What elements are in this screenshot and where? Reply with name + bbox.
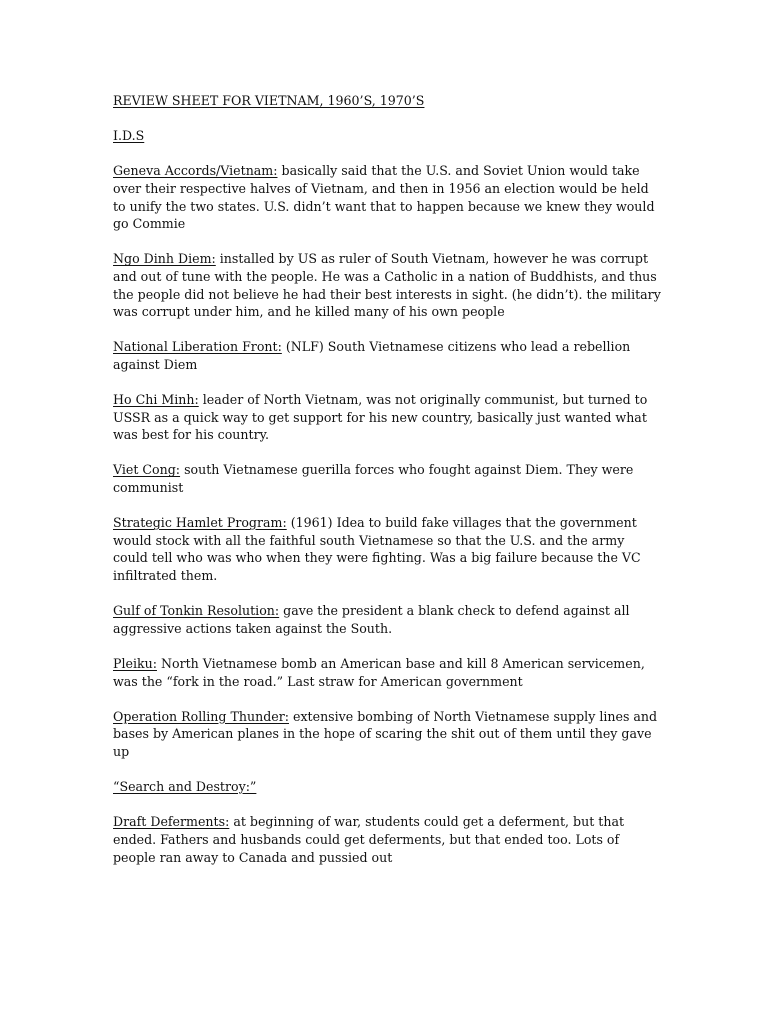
entry-text: south Vietnamese guerilla forces who fought against Diem. They were communist [113,462,634,496]
entry-pleiku [113,655,661,690]
entry-text: gave the president a blank check to defend against all aggressive actions taken against the South. [113,603,630,636]
entry-ho-chi-minh [113,391,661,444]
entry-text: leader of North Vietnam, was not originally communist, but turned to USSR as a quick way to get support for his new country, basically just wanted what was best for his country. [113,392,648,443]
entry-term: Pleiku: [113,656,157,671]
entry-term: “Search and Destroy:” [113,779,257,795]
entry-text: installed by US as ruler of South Vietnam, however he was corrupt and out of tune with the people. He was a Catholic in a nation of Buddhists, and thus the people did not believe he had their best interests in sight. (he didn’t). the military was corrupt under him, and he killed many of his own people [113,251,661,320]
entry-operation-rolling-thunder [113,708,661,761]
entry-term: Operation Rolling Thunder: [113,708,289,724]
entry-viet-cong [113,461,661,496]
entry-term: Ngo Dinh Diem: [113,251,216,267]
entry-term: Viet Cong: [113,462,181,478]
entry-draft-deferments [113,813,661,866]
entry-text: at beginning of war, students could get a deferment, but that ended. Fathers and husbands could get deferments, but that ended too. Lots of people ran away to Canada and pussied out [113,814,625,865]
document-title: REVIEW SHEET FOR VIETNAM, 1960’S, 1970’S [113,93,425,108]
spacer [113,145,661,163]
entry-strategic-hamlet-program [113,514,661,584]
entry-term: Gulf of Tonkin Resolution: [113,603,280,619]
entry-national-liberation-front [113,338,661,373]
entry-text: basically said that the U.S. and Soviet Union would take over their respective halves of Vietnam, and then in 1956 an election would be held to unify the two states. U.S. didn’t want that to happen because we knew they would go Commie [113,163,655,232]
entry-text: extensive bombing of North Vietnamese supply lines and bases by American planes in the hope of scaring the shit out of them until they gave up [113,708,658,759]
entry-term: Strategic Hamlet Program: [113,515,287,531]
entry-term: Ho Chi Minh: [113,392,199,408]
section-heading: I.D.S [113,128,145,144]
entry-term: Geneva Accords/Vietnam: [113,163,278,179]
entry-term: Draft Deferments: [113,814,230,830]
spacer [113,110,661,128]
entry-text: (NLF) South Vietnamese citizens who lead a rebellion against Diem [113,339,631,372]
entry-text: (1961) Idea to build fake villages that the government would stock with all the faithful south Vietnamese so that the U.S. and the army could tell who was who when they were fighting. Was a big failure because the VC infiltrated them. [113,515,641,584]
entry-geneva-accords [113,162,661,232]
entry-term: National Liberation Front: [113,339,282,355]
entry-text: North Vietnamese bomb an American base and kill 8 American servicemen, was the “fork in the road.” Last straw for American government [113,656,645,689]
entry-ngo-dinh-diem [113,250,661,320]
document-page [113,92,661,884]
entry-gulf-of-tonkin [113,602,661,637]
entry-search-and-destroy [113,778,661,796]
